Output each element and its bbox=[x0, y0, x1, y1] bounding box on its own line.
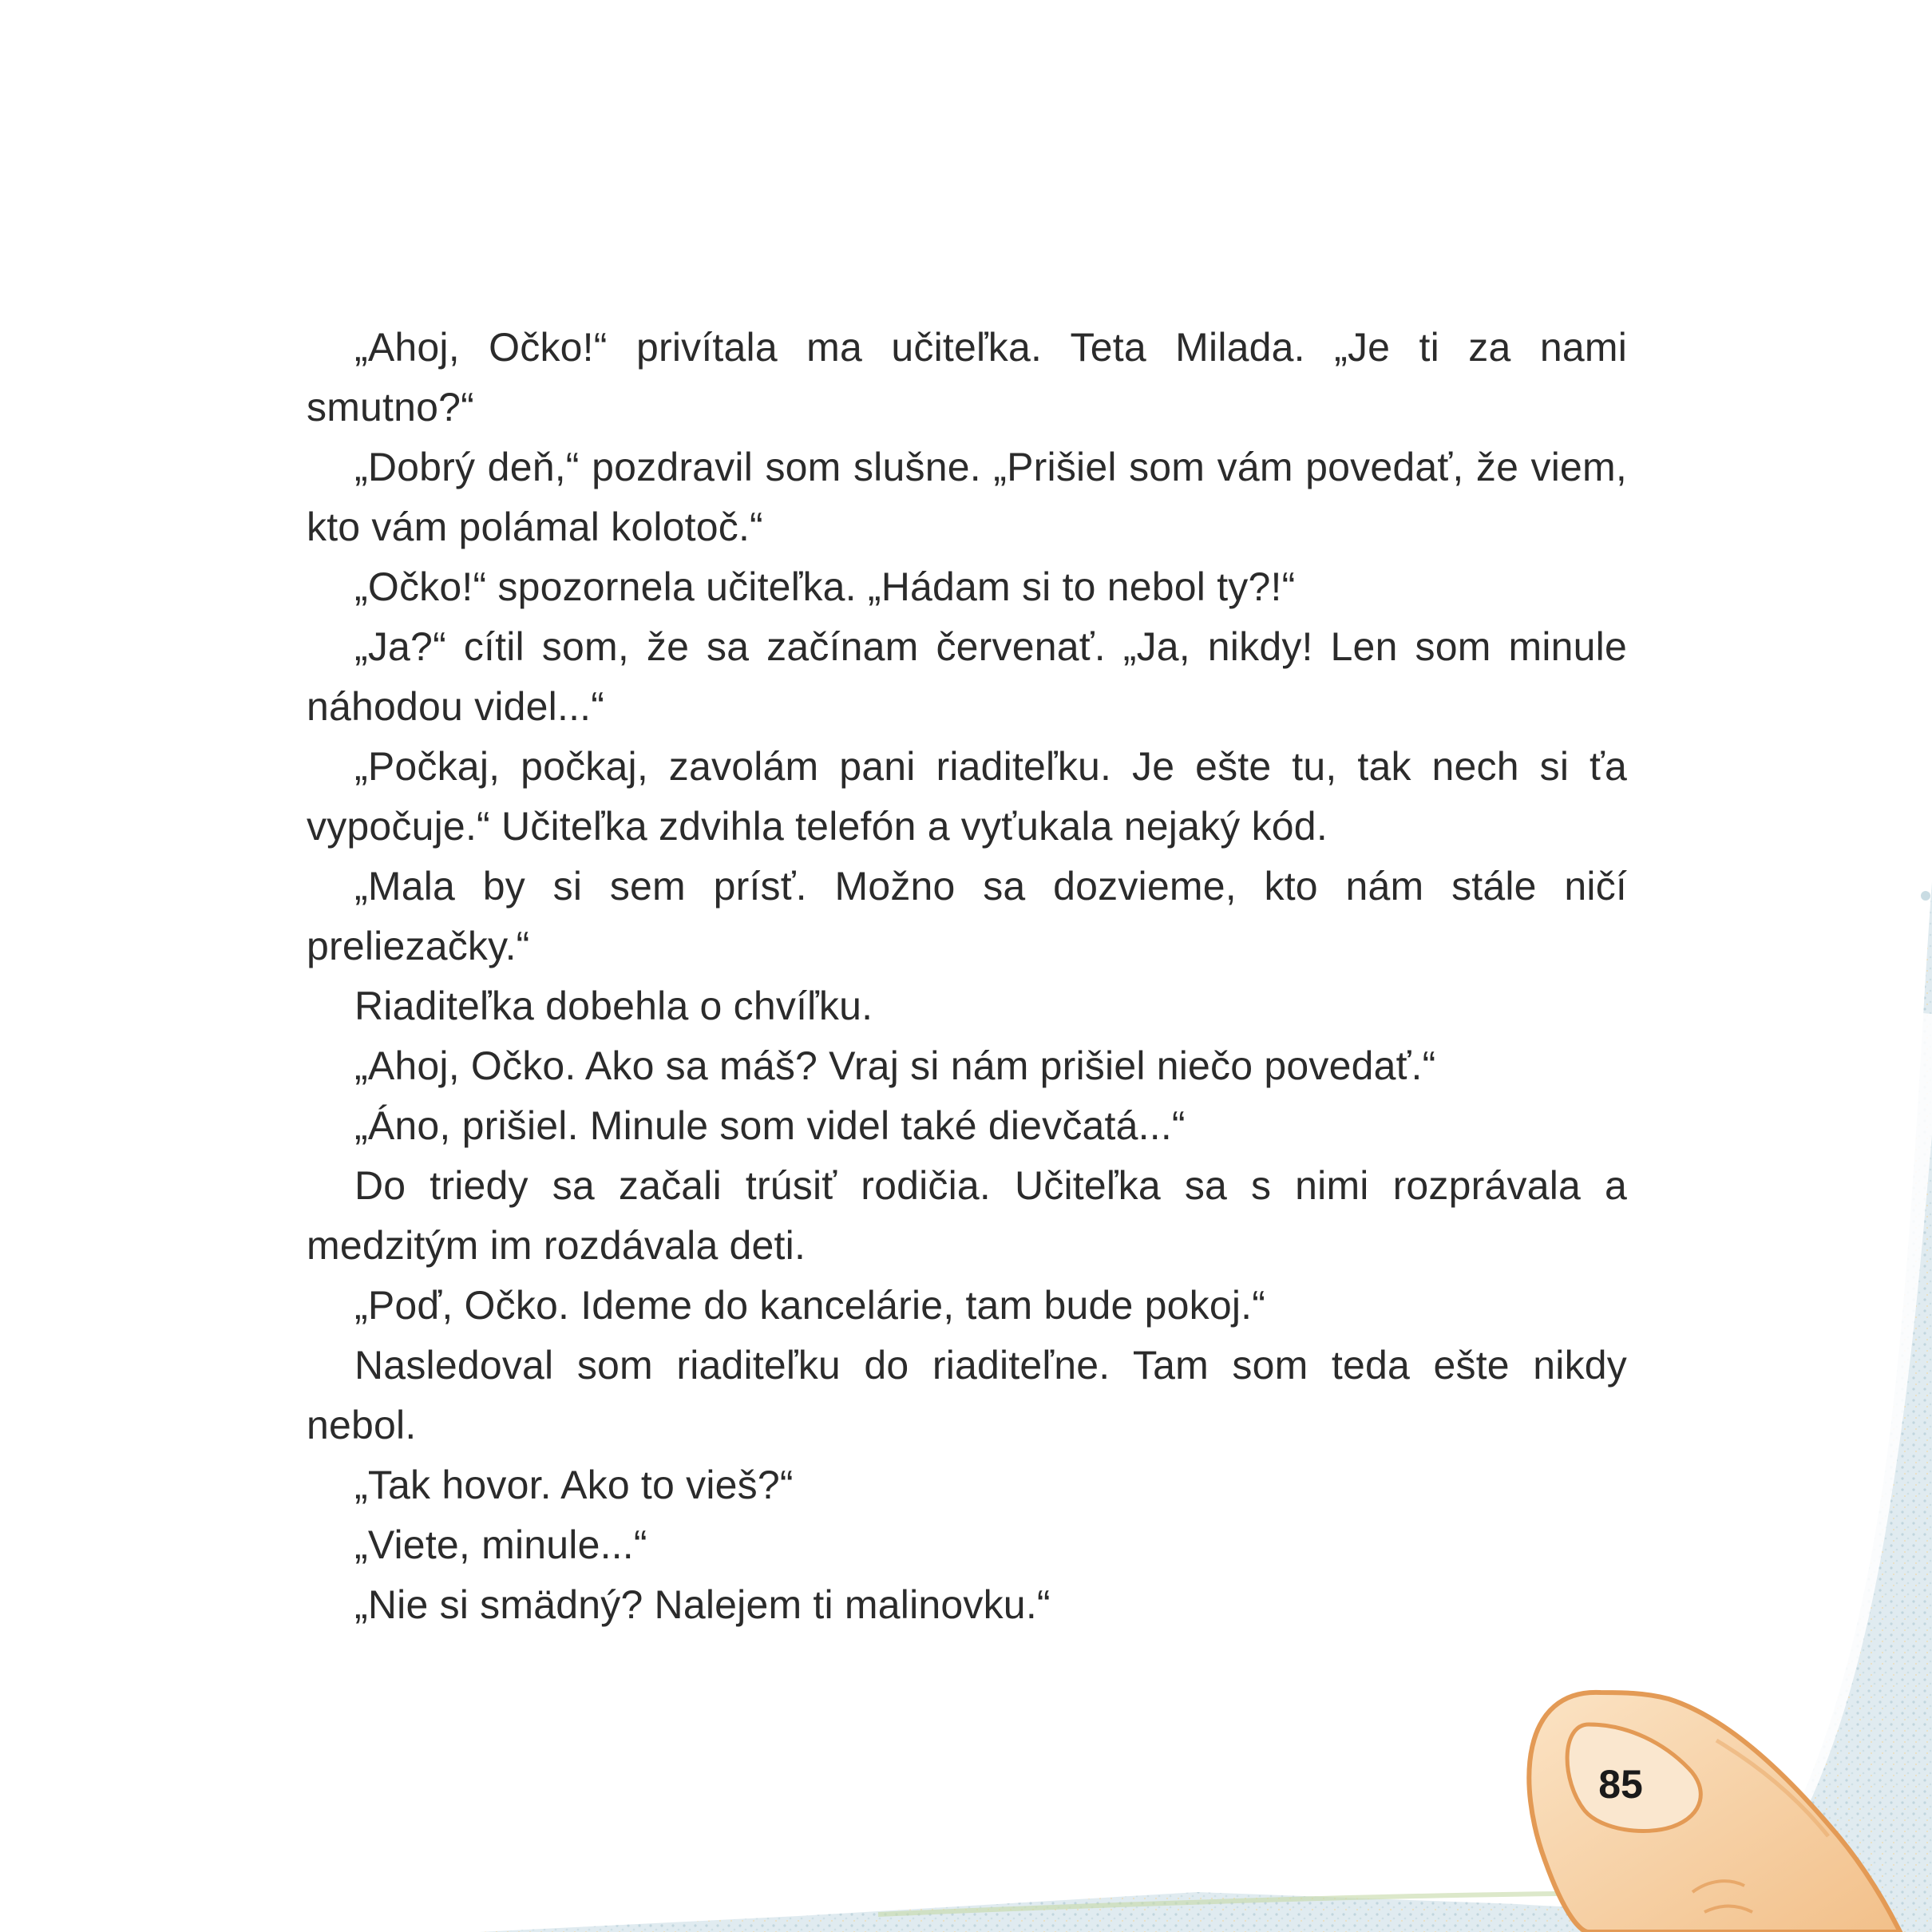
paragraph: „Dobrý deň,“ pozdravil som slušne. „Prišiel som vám povedať, že viem, kto vám polámal kolotoč.“ bbox=[307, 445, 1627, 549]
paragraph: „Ahoj, Očko. Ako sa máš? Vraj si nám prišiel niečo povedať.“ bbox=[354, 1043, 1436, 1088]
paragraph: „Mala by si sem prísť. Možno sa dozvieme, kto nám stále ničí preliezačky.“ bbox=[307, 864, 1627, 968]
paragraph: „Poď, Očko. Ideme do kancelárie, tam bude pokoj.“ bbox=[354, 1283, 1266, 1328]
story-text bbox=[307, 318, 1627, 1635]
paragraph: „Ja?“ cítil som, že sa začínam červenať. „Ja, nikdy! Len som minule náhodou videl...“ bbox=[307, 624, 1627, 729]
page-number: 85 bbox=[1598, 1762, 1643, 1807]
paragraph: Riaditeľka dobehla o chvíľku. bbox=[354, 984, 873, 1028]
paragraph: „Ahoj, Očko!“ privítala ma učiteľka. Teta Milada. „Je ti za nami smutno?“ bbox=[307, 325, 1627, 430]
paragraph: „Viete, minule...“ bbox=[354, 1522, 647, 1567]
paragraph: Do triedy sa začali trúsiť rodičia. Učiteľka sa s nimi rozprávala a medzitým im rozdávala deti. bbox=[307, 1163, 1627, 1268]
paragraph: „Počkaj, počkaj, zavolám pani riaditeľku. Je ešte tu, tak nech si ťa vypočuje.“ Učiteľka zdvihla telefón a vyťukala nejaký kód. bbox=[307, 744, 1627, 849]
paragraph: „Nie si smädný? Nalejem ti malinovku.“ bbox=[354, 1582, 1051, 1627]
paragraph: „Očko!“ spozornela učiteľka. „Hádam si to nebol ty?!“ bbox=[354, 564, 1296, 609]
paragraph: „Áno, prišiel. Minule som videl také dievčatá...“ bbox=[354, 1103, 1186, 1148]
paragraph: „Tak hovor. Ako to vieš?“ bbox=[354, 1463, 794, 1507]
page-speck bbox=[1921, 891, 1930, 901]
paragraph: Nasledoval som riaditeľku do riaditeľne. Tam som teda ešte nikdy nebol. bbox=[307, 1343, 1627, 1447]
